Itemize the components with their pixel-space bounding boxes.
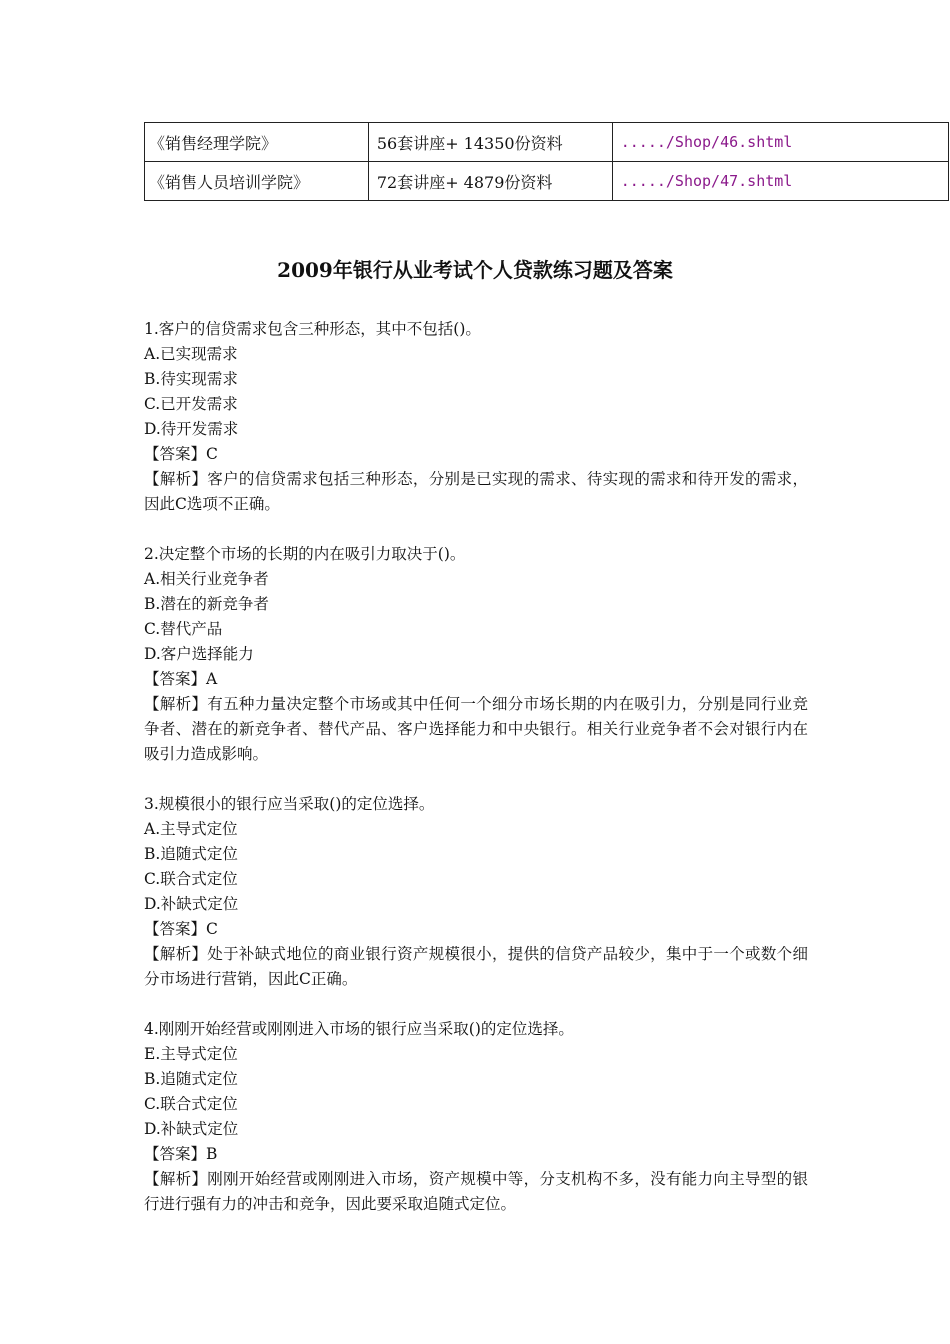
option-c: C.联合式定位	[144, 1095, 238, 1113]
option-b: B.追随式定位	[144, 1070, 238, 1088]
explanation: 【解析】客户的信贷需求包括三种形态，分别是已实现的需求、待实现的需求和待开发的需求，因此C选项不正确。	[144, 470, 808, 513]
option-a: A.相关行业竞争者	[144, 570, 269, 588]
answer: 【答案】C	[144, 920, 218, 938]
course-desc-cell: 56套讲座+ 14350份资料	[368, 123, 612, 162]
table-row	[145, 123, 949, 162]
question-block	[144, 1017, 808, 1217]
document-title: 2009年银行从业考试个人贷款练习题及答案	[277, 258, 673, 282]
option-d: D.客户选择能力	[144, 645, 254, 663]
course-link[interactable]: ...../Shop/46.shtml	[612, 123, 948, 162]
answer: 【答案】B	[144, 1145, 218, 1163]
course-desc-cell: 72套讲座+ 4879份资料	[368, 162, 612, 201]
option-c: C.替代产品	[144, 620, 223, 638]
course-name-cell: 《销售人员培训学院》	[145, 162, 369, 201]
explanation: 【解析】处于补缺式地位的商业银行资产规模很小，提供的信贷产品较少，集中于一个或数个细分市场进行营销，因此C正确。	[144, 945, 808, 988]
question-stem: 4.刚刚开始经营或刚刚进入市场的银行应当采取()的定位选择。	[144, 1020, 574, 1038]
question-stem: 2.决定整个市场的长期的内在吸引力取决于()。	[144, 545, 466, 563]
question-block	[144, 317, 808, 517]
question-stem: 3.规模很小的银行应当采取()的定位选择。	[144, 795, 435, 813]
option-b: B.潜在的新竞争者	[144, 595, 269, 613]
option-e: E.主导式定位	[144, 1045, 238, 1063]
option-d: D.补缺式定位	[144, 895, 239, 913]
question-stem: 1.客户的信贷需求包含三种形态，其中不包括()。	[144, 320, 481, 338]
answer: 【答案】C	[144, 445, 218, 463]
option-c: C.联合式定位	[144, 870, 238, 888]
course-name-cell: 《销售经理学院》	[145, 123, 369, 162]
option-b: B.追随式定位	[144, 845, 238, 863]
option-a: A.主导式定位	[144, 820, 238, 838]
option-c: C.已开发需求	[144, 395, 238, 413]
course-link[interactable]: ...../Shop/47.shtml	[612, 162, 948, 201]
question-block	[144, 542, 808, 767]
option-d: D.待开发需求	[144, 420, 239, 438]
question-block	[144, 792, 808, 992]
explanation: 【解析】刚刚开始经营或刚刚进入市场，资产规模中等，分支机构不多，没有能力向主导型的银行进行强有力的冲击和竞争，因此要采取追随式定位。	[144, 1170, 808, 1213]
table-row	[145, 162, 949, 201]
option-a: A.已实现需求	[144, 345, 238, 363]
option-b: B.待实现需求	[144, 370, 238, 388]
answer: 【答案】A	[144, 670, 218, 688]
explanation: 【解析】有五种力量决定整个市场或其中任何一个细分市场长期的内在吸引力，分别是同行业竞争者、潜在的新竞争者、替代产品、客户选择能力和中央银行。相关行业竞争者不会对银行内在吸引力造成影响。	[144, 695, 808, 763]
question-list	[144, 317, 808, 1242]
promo-table	[144, 122, 949, 201]
option-d: D.补缺式定位	[144, 1120, 239, 1138]
